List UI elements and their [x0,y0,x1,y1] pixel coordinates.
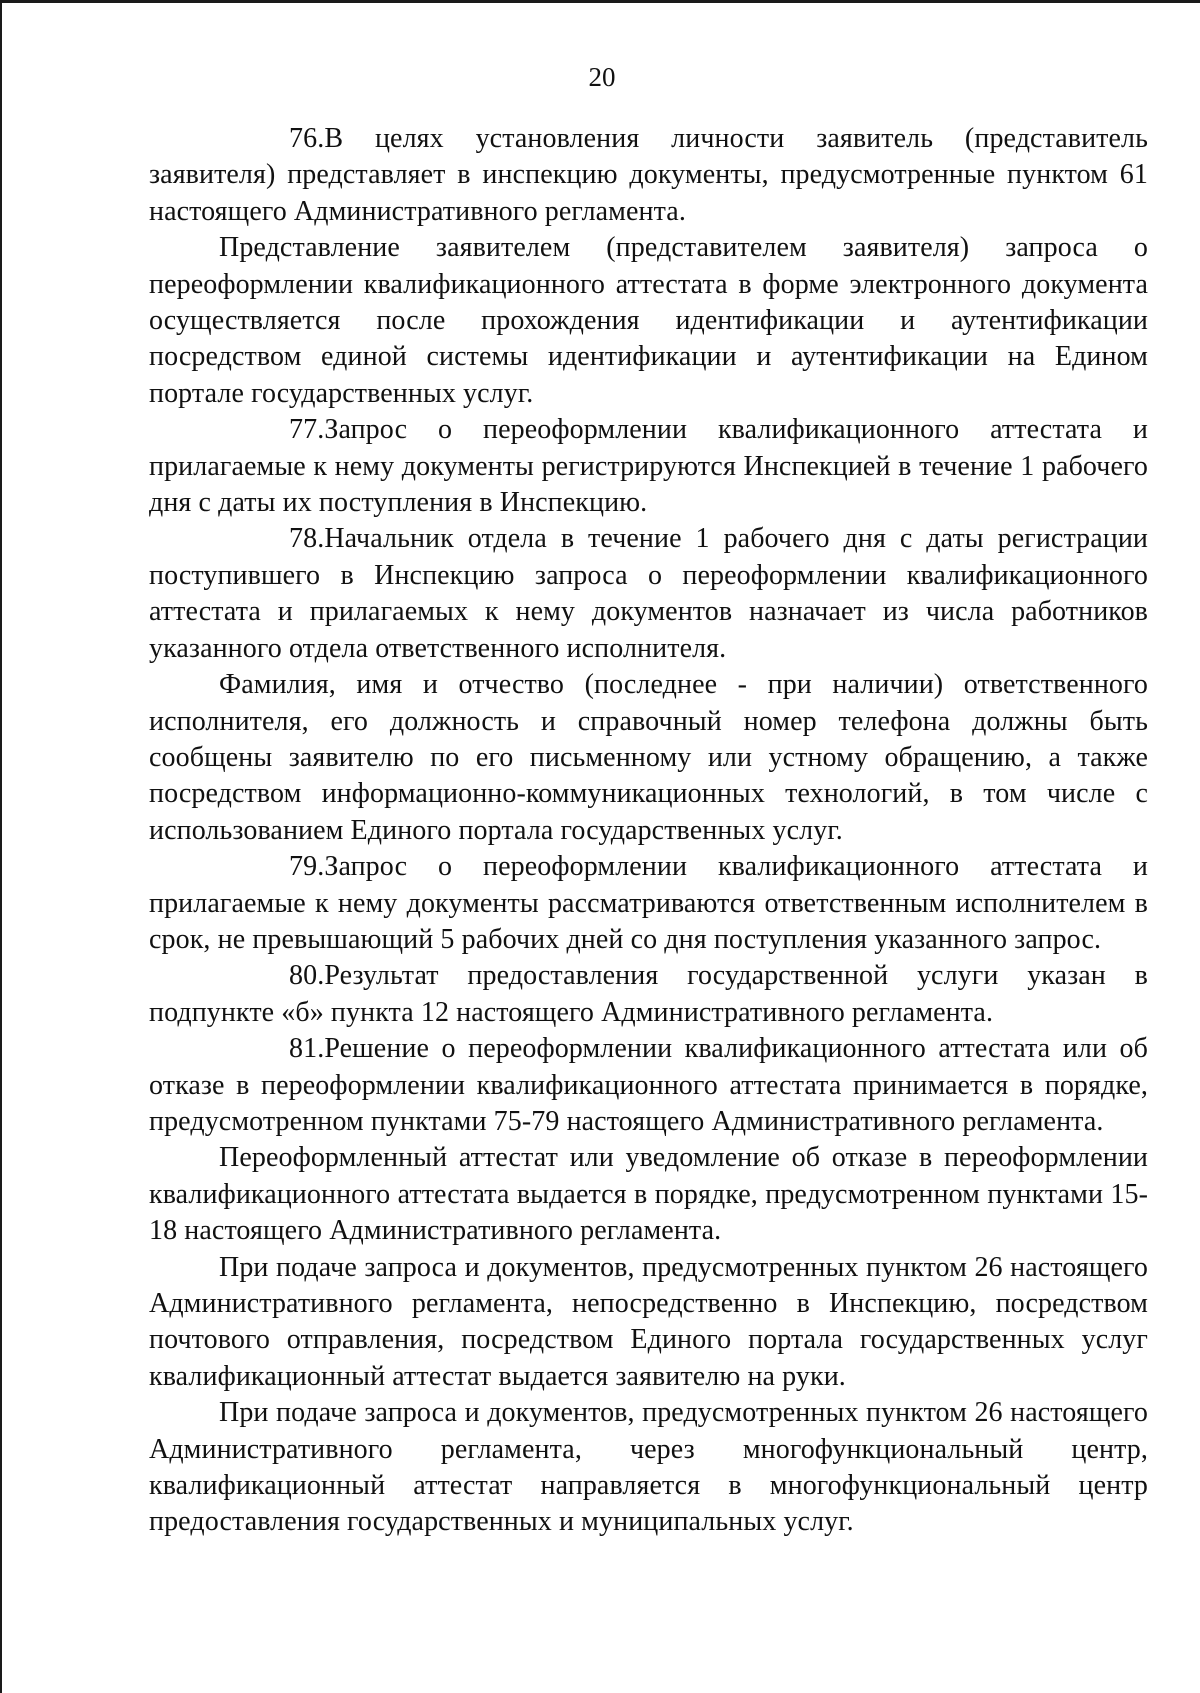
paragraph-text: Результат предоставления государственной услуги указан в подпункте «б» пункта 12 настоящего Административного регламента. [149,960,1148,1028]
paragraph-text: При подаче запроса и документов, предусмотренных пунктом 26 настоящего Административного регламента, непосредственно в Инспекцию, посредством почтового отправления, посредством Единого портала государственных услуг квалификационный аттестат выдается заявителю на руки. [149,1251,1148,1392]
paragraph-81-continued-1 [149,1140,1148,1249]
paragraph-77 [149,412,1148,521]
paragraph-81 [149,1031,1148,1140]
paragraph-number: 79. [289,851,325,883]
paragraph-78 [149,521,1148,667]
document-body [149,121,1148,1541]
paragraph-text: В целях установления личности заявитель (представитель заявителя) представляет в инспекцию документы, предусмотренные пунктом 61 настоящего Административного регламента. [149,123,1148,227]
paragraph-79 [149,849,1148,958]
paragraph-number: 76. [289,123,325,154]
paragraph-78-continued [149,667,1148,849]
paragraph-81-continued-2 [149,1250,1148,1396]
paragraph-text: Запрос о переоформлении квалификационного аттестата и прилагаемые к нему документы регистрируются Инспекцией в течение 1 рабочего дня с даты их поступления в Инспекцию. [149,414,1148,519]
page-number: 20 [588,62,616,92]
paragraph-76-continued [149,230,1148,412]
paragraph-76 [149,121,1148,230]
paragraph-number: 77. [289,414,325,446]
paragraph-number: 81. [289,1033,325,1065]
paragraph-80 [149,958,1148,1031]
paragraph-text: Переоформленный аттестат или уведомление об отказе в переоформлении квалификационного аттестата выдается в порядке, предусмотренном пунктами 15-18 настоящего Административного регламента. [149,1142,1148,1247]
paragraph-number: 80. [289,960,325,992]
paragraph-text: Представление заявителем (представителем заявителя) запроса о переоформлении квалификационного аттестата в форме электронного документа осуществляется после прохождения идентификации и аутентификации посредством единой системы идентификации и аутентификации на Едином портале государственных услуг. [149,232,1148,409]
paragraph-81-continued-3 [149,1395,1148,1541]
paragraph-text: Фамилия, имя и отчество (последнее - при наличии) ответственного исполнителя, его должность и справочный номер телефона должны быть сообщены заявителю по его письменному или устному обращению, а также посредством информационно-коммуникационных технологий, в том числе с использованием Единого портала государственных услуг. [149,669,1148,846]
paragraph-text: Решение о переоформлении квалификационного аттестата или об отказе в переоформлении квалификационного аттестата принимается в порядке, предусмотренном пунктами 75-79 настоящего Административного регламента. [149,1033,1148,1137]
paragraph-text: Запрос о переоформлении квалификационного аттестата и прилагаемые к нему документы рассматриваются ответственным исполнителем в срок, не превышающий 5 рабочих дней со дня поступления указанного запрос. [149,851,1148,955]
paragraph-number: 78. [289,523,325,555]
paragraph-text: Начальник отдела в течение 1 рабочего дня с даты регистрации поступившего в Инспекцию запроса о переоформлении квалификационного аттестата и прилагаемых к нему документов назначает из числа работников указанного отдела ответственного исполнителя. [149,523,1148,664]
paragraph-text: При подаче запроса и документов, предусмотренных пунктом 26 настоящего Административного регламента, через многофункциональный центр, квалификационный аттестат направляется в многофункциональный центр предоставления государственных и муниципальных услуг. [149,1397,1148,1538]
